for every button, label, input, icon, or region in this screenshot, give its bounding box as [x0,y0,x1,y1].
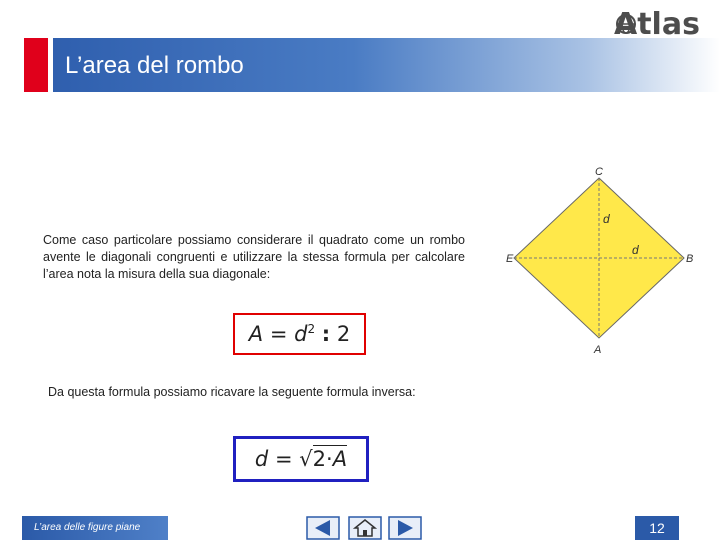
vertex-label-right: B [686,253,694,265]
formula-inv-root: √ [299,447,313,471]
formula-area-eq: = [269,322,288,346]
inverse-formula [255,447,347,471]
inverse-formula-box [233,436,369,482]
formula-area-lhs: A [248,322,264,346]
next-icon[interactable] [388,516,422,540]
vertex-label-bottom: A [594,344,602,356]
logo-text: Atlas [614,7,700,38]
formula-inv-num: 2 [312,447,327,471]
prev-icon[interactable] [306,516,340,540]
intro-paragraph: Come caso particolare possiamo considerare il quadrato come un rombo avente le diagonali congruenti e utilizzare la stessa formula per calcolare l’area nota la misura della sua diagonale: [43,233,465,281]
formula-area-var: d [294,322,308,346]
rhombus-diagram [500,162,700,362]
vertex-label-left: E [506,253,514,265]
vertex-label-top: C [595,166,603,178]
title-bar [24,38,720,92]
diagonal-label-horizontal: d [632,243,639,257]
area-formula [249,322,351,346]
formula-area-num: 2 [336,322,351,346]
formula-area-op: : [321,322,331,346]
footer-section-label: L’area delle figure piane [22,516,168,540]
home-icon[interactable] [348,516,382,540]
formula-area-exp: 2 [307,322,316,336]
area-formula-box [233,313,366,355]
page-number: 12 [635,516,679,540]
formula-inv-var: A [332,447,348,471]
page-title: L’area del rombo [65,52,244,79]
diagonal-label-vertical: d [603,212,610,226]
atlas-logo [612,4,702,38]
title-accent-red [24,38,48,92]
formula-inv-lhs: d [254,447,269,471]
formula-inv-eq: = [274,447,293,471]
formula-inv-dot: · [326,447,333,471]
inverse-paragraph: Da questa formula possiamo ricavare la seguente formula inversa: [48,385,416,399]
